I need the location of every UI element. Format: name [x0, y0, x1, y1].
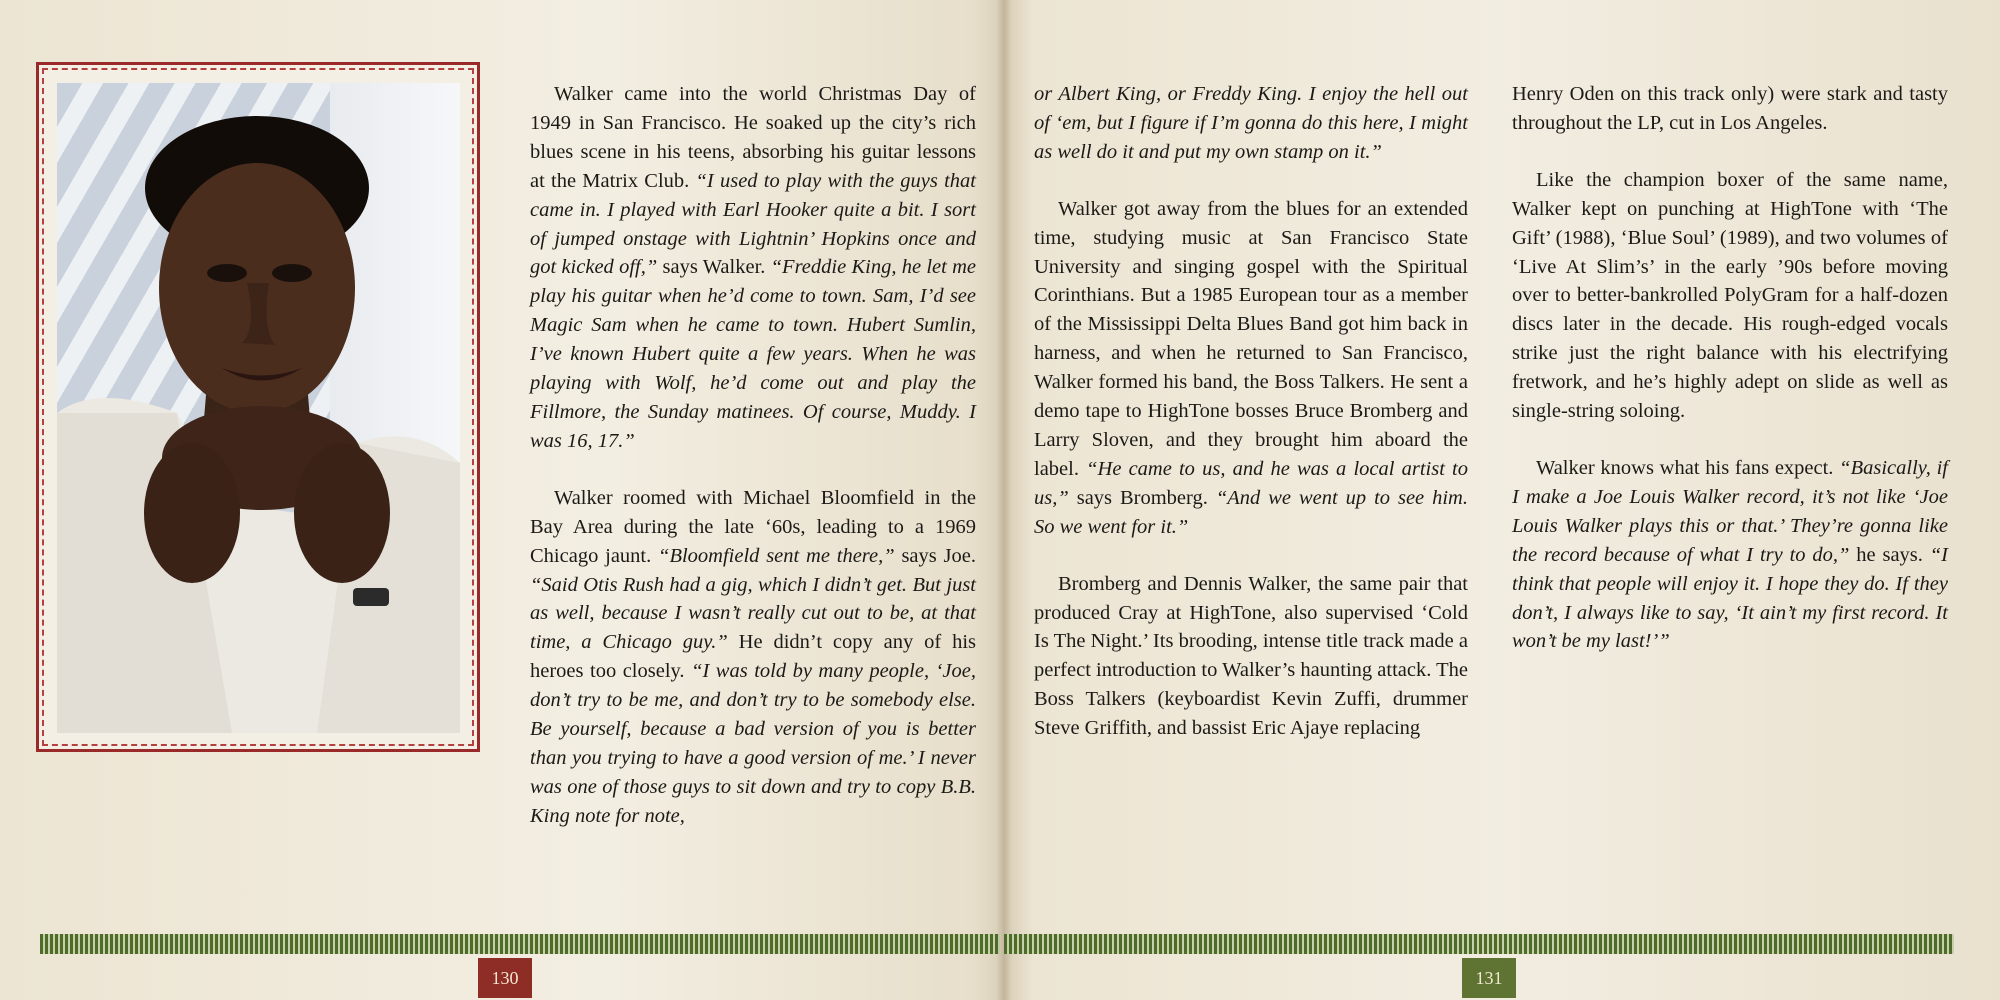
paragraph: Walker knows what his fans expect. “Basically, if I make a Joe Louis Walker record, it’s not like ‘Joe Louis Walker plays this or that.’ They’re gonna like the record because of what I try to do,” he says. “I think that people will enjoy it. I hope they do. If they don’t, I always like to say, ‘It ain’t my first record. It won’t be my last!’” — [1512, 456, 1948, 653]
photo-frame — [36, 62, 480, 752]
paragraph: or Albert King, or Freddy King. I enjoy the hell out of ‘em, but I figure if I’m gonna do this here, I might as well do it and put my own stamp on it.” — [1034, 83, 1468, 163]
decorative-bar-left — [40, 934, 1000, 954]
paragraph: Bromberg and Dennis Walker, the same pair that produced Cray at HighTone, also supervised ‘Cold Is The Night.’ Its brooding, intense title track made a perfect introduction to Walker’s haunting attack. The Boss Talkers (keyboardist Kevin Zuffi, drummer Steve Griffith, and bassist Eric Ajaye replacing — [1034, 572, 1468, 740]
page-number-left: 130 — [478, 958, 532, 998]
paragraph: Walker came into the world Christmas Day of 1949 in San Francisco. He soaked up the city’s rich blues scene in his teens, absorbing his guitar lessons at the Matrix Club. “I used to play with the guys that came in. I played with Earl Hooker quite a bit. I sort of jumped onstage with Lightnin’ Hopkins once and got kicked off,” says Walker. “Freddie King, he let me play his guitar when he’d come to town. Sam, I’d see Magic Sam when he came to town. Hubert Sumlin, I’ve known Hubert quite a few years. When he was playing with Wolf, he’d come out and play the Fillmore, the Sunday matinees. Of course, Muddy. I was 16, 17.” — [530, 83, 976, 452]
paragraph: Henry Oden on this track only) were stark and tasty throughout the LP, cut in Los Angeles. — [1512, 83, 1948, 134]
decorative-bar-right — [1004, 934, 1954, 954]
paragraph: Walker got away from the blues for an extended time, studying music at San Francisco State University and singing gospel with the Spiritual Corinthians. But a 1985 European tour as a member of the Mississippi Delta Blues Band got him back in harness, and when he returned to San Francisco, Walker formed his band, the Boss Talkers. He sent a demo tape to HighTone bosses Bruce Bromberg and Larry Sloven, and they brought him aboard the label. “He came to us, and he was a local artist to us,” says Bromberg. “And we went up to see him. So we went for it.” — [1034, 197, 1468, 538]
paragraph: Like the champion boxer of the same name, Walker kept on punching at HighTone with ‘The Gift’ (1988), ‘Blue Soul’ (1989), and two volumes of ‘Live At Slim’s’ in the early ’90s before moving over to better-bankrolled PolyGram for a half-dozen discs later in the decade. His rough-edged vocals strike just the right balance with his electrifying fretwork, and he’s highly adept on slide as well as single-string soloing. — [1512, 168, 1948, 423]
page-number-right: 131 — [1462, 958, 1516, 998]
portrait-illustration — [57, 83, 460, 733]
text-column-3 — [1512, 80, 1948, 656]
text-column-1 — [530, 80, 976, 831]
book-gutter — [996, 0, 1012, 1000]
text-column-2 — [1034, 80, 1468, 743]
portrait-photo — [57, 83, 460, 733]
paragraph: Walker roomed with Michael Bloomfield in the Bay Area during the late ‘60s, leading to a 1969 Chicago jaunt. “Bloomfield sent me there,” says Joe. “Said Otis Rush had a gig, which I didn’t get. But just as well, because I wasn’t really cut out to be, at that time, a Chicago guy.” He didn’t copy any of his heroes too closely. “I was told by many people, ‘Joe, don’t try to be me, and don’t try to be somebody else. Be yourself, because a bad version of you is better than you trying to have a good version of me.’ I never was one of those guys to sit down and try to copy B.B. King note for note, — [530, 486, 977, 827]
